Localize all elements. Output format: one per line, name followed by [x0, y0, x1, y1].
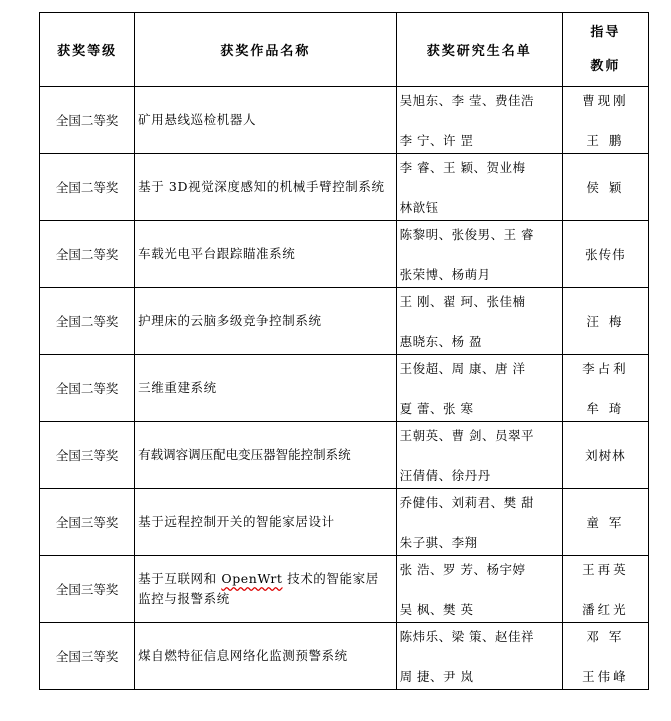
work-title: 矿用悬线巡检机器人 — [135, 87, 396, 154]
students-line: 吴 枫、樊 英 — [399, 602, 474, 617]
award-level: 全国二等奖 — [40, 87, 135, 154]
table-row — [40, 556, 649, 623]
spellcheck-word: OpenWrt — [221, 571, 283, 586]
teacher-cell — [562, 154, 648, 221]
award-level: 全国三等奖 — [40, 422, 135, 489]
students-line: 李 睿、王 颖、贺业梅 — [399, 160, 526, 175]
teacher-cell — [562, 288, 648, 355]
teacher-name: 童 军 — [586, 515, 625, 530]
work-title: 基于远程控制开关的智能家居设计 — [135, 489, 396, 556]
teacher-cell — [562, 87, 648, 154]
award-level: 全国三等奖 — [40, 623, 135, 690]
students-line: 林歆钰 — [399, 200, 439, 215]
award-level: 全国三等奖 — [40, 556, 135, 623]
header-students: 获奖研究生名单 — [396, 13, 562, 87]
award-level: 全国二等奖 — [40, 154, 135, 221]
header-teacher-line2: 教师 — [590, 58, 621, 74]
header-teacher — [562, 13, 648, 87]
teacher-name: 潘红光 — [582, 602, 629, 617]
students-cell — [396, 87, 562, 154]
work-title-part: 技术的智能家居监控与报警系统 — [138, 571, 379, 606]
students-cell — [396, 556, 562, 623]
award-table — [39, 12, 649, 690]
teacher-cell — [562, 489, 648, 556]
students-cell — [396, 489, 562, 556]
award-level: 全国二等奖 — [40, 221, 135, 288]
teacher-name: 李占利 — [582, 361, 629, 376]
students-line: 朱子骐、李翔 — [399, 535, 478, 550]
header-award-level: 获奖等级 — [40, 13, 135, 87]
students-line: 王俊超、周 康、唐 洋 — [399, 361, 526, 376]
header-work-title: 获奖作品名称 — [135, 13, 396, 87]
teacher-cell — [562, 422, 648, 489]
work-title: 基于 3D视觉深度感知的机械手臂控制系统 — [135, 154, 396, 221]
header-teacher-line1: 指导 — [590, 24, 621, 40]
students-cell — [396, 154, 562, 221]
students-cell — [396, 288, 562, 355]
work-title: 煤自燃特征信息网络化监测预警系统 — [135, 623, 396, 690]
teacher-name: 汪 梅 — [586, 314, 625, 329]
students-line: 陈黎明、张俊男、王 睿 — [399, 227, 535, 242]
students-line: 张 浩、罗 芳、杨宇婷 — [399, 562, 526, 577]
students-line: 陈炜乐、梁 策、赵佳祥 — [399, 629, 535, 644]
teacher-name: 侯 颖 — [586, 180, 625, 195]
award-level: 全国二等奖 — [40, 288, 135, 355]
teacher-name: 刘树林 — [585, 448, 626, 463]
students-line: 乔健伟、刘莉君、樊 甜 — [399, 495, 535, 510]
students-line: 惠晓东、杨 盈 — [399, 334, 483, 349]
teacher-cell — [562, 355, 648, 422]
teacher-cell — [562, 623, 648, 690]
table-row — [40, 221, 649, 288]
work-title-part: 基于互联网和 — [138, 571, 222, 586]
work-title: 有载调容调压配电变压器智能控制系统 — [135, 422, 396, 489]
table-row — [40, 422, 649, 489]
teacher-name: 曹现刚 — [582, 93, 629, 108]
students-line: 吴旭东、李 莹、费佳浩 — [399, 93, 535, 108]
table-row — [40, 87, 649, 154]
students-line: 王朝英、曹 剑、员翠平 — [399, 428, 535, 443]
table-row — [40, 154, 649, 221]
students-cell — [396, 623, 562, 690]
teacher-name: 王再英 — [582, 562, 629, 577]
table-row — [40, 623, 649, 690]
award-level: 全国三等奖 — [40, 489, 135, 556]
teacher-name: 张传伟 — [585, 247, 626, 262]
work-title: 护理床的云脑多级竞争控制系统 — [135, 288, 396, 355]
teacher-cell — [562, 556, 648, 623]
table-row — [40, 489, 649, 556]
students-line: 张荣博、杨萌月 — [399, 267, 491, 282]
teacher-cell — [562, 221, 648, 288]
students-line: 汪倩倩、徐丹丹 — [399, 468, 491, 483]
table-row — [40, 355, 649, 422]
teacher-name: 王 鹏 — [586, 133, 625, 148]
students-line: 夏 蕾、张 寒 — [399, 401, 474, 416]
teacher-name: 王伟峰 — [582, 669, 629, 684]
students-cell — [396, 355, 562, 422]
teacher-name: 牟 琦 — [586, 401, 625, 416]
work-title: 车载光电平台跟踪瞄准系统 — [135, 221, 396, 288]
work-title: 三维重建系统 — [135, 355, 396, 422]
work-title — [135, 556, 396, 623]
students-line: 王 刚、翟 珂、张佳楠 — [399, 294, 526, 309]
teacher-name: 邓 军 — [586, 629, 625, 644]
students-line: 周 捷、尹 岚 — [399, 669, 474, 684]
table-row — [40, 288, 649, 355]
students-cell — [396, 422, 562, 489]
award-level: 全国二等奖 — [40, 355, 135, 422]
students-cell — [396, 221, 562, 288]
header-row — [40, 13, 649, 87]
students-line: 李 宁、许 罡 — [399, 133, 474, 148]
